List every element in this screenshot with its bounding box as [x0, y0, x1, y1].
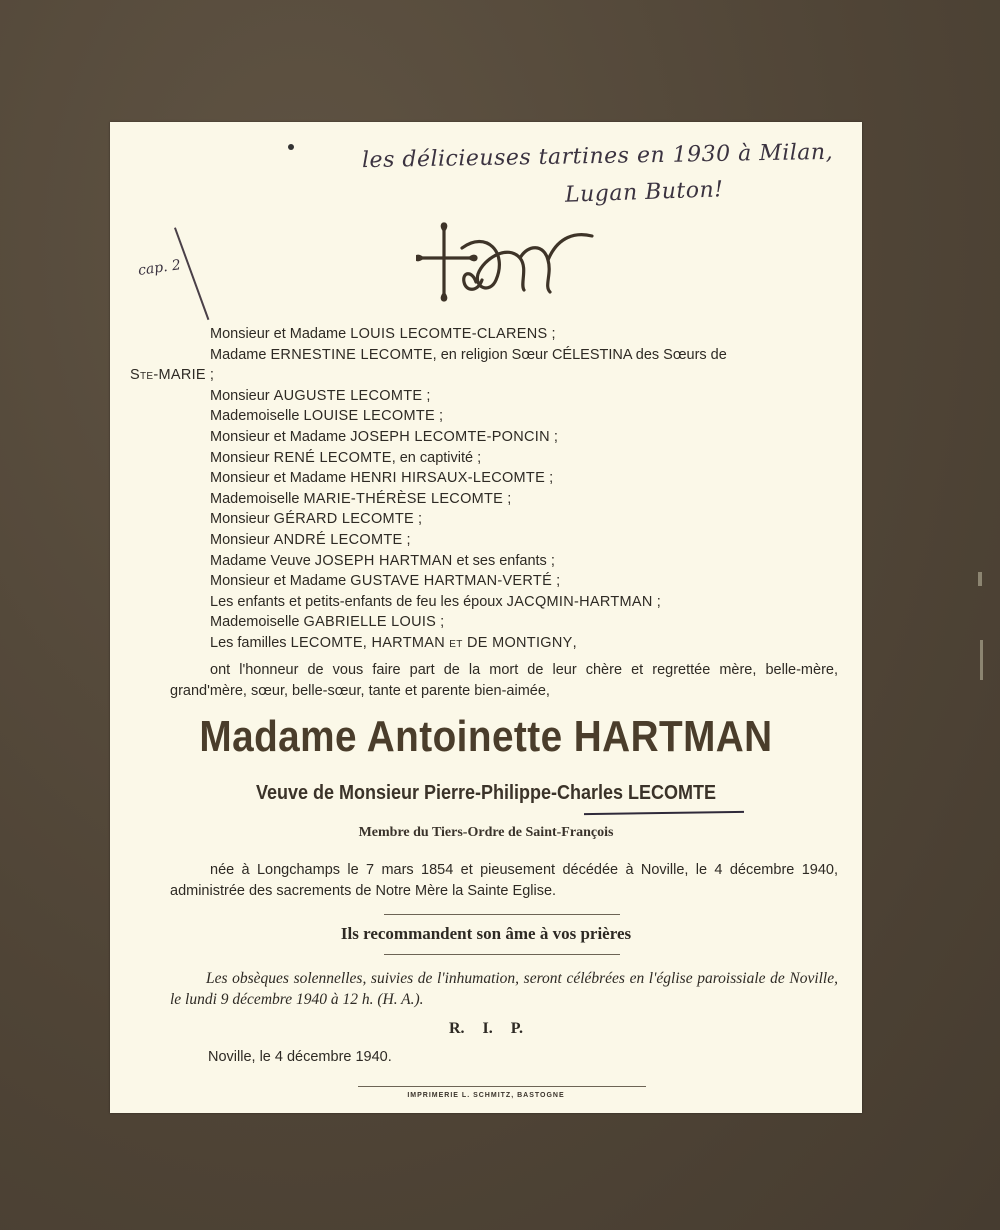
birth-death-text: née à Longchamps le 7 mars 1854 et pieusement décédée à Noville, le 4 décembre 1940, administrée des sacrements de Notre Mère la Sainte Eglise. — [170, 862, 838, 899]
handwritten-note-line2: Lugan Buton! — [564, 177, 724, 208]
family-entry: Monsieur et Madame LOUIS LECOMTE-CLARENS ; — [210, 326, 556, 342]
handwritten-underline — [584, 811, 744, 815]
board-mark — [980, 640, 983, 680]
family-entry: Mademoiselle GABRIELLE LOUIS ; — [210, 614, 445, 631]
family-entry-continuation: Ste-MARIE ; — [130, 367, 214, 384]
board-mark — [978, 572, 982, 586]
funeral-card — [110, 122, 862, 1113]
family-entry: Monsieur RENÉ LECOMTE, en captivité ; — [210, 449, 482, 466]
margin-note: cap. 2 — [137, 257, 182, 279]
margin-pen-stroke — [174, 227, 209, 320]
handwritten-note-line1: les délicieuses tartines en 1930 à Milan, — [361, 139, 834, 174]
family-entry: Monsieur ANDRÉ LECOMTE ; — [210, 531, 411, 548]
ink-dot — [288, 144, 294, 150]
family-entry: Monsieur et Madame GUSTAVE HARTMAN-VERTÉ ; — [210, 573, 561, 590]
family-entry: Les familles LECOMTE, HARTMAN et DE MONTIGNY, — [210, 634, 577, 651]
printer-credit: IMPRIMERIE L. SCHMITZ, BASTOGNE — [407, 1092, 565, 1099]
family-entry: Mademoiselle LOUISE LECOMTE ; — [210, 408, 444, 425]
family-entry: Les enfants et petits-enfants de feu les époux JACQMIN-HARTMAN ; — [210, 593, 661, 610]
place-date: Noville, le 4 décembre 1940. — [208, 1049, 392, 1065]
family-entry: Madame Veuve JOSEPH HARTMAN et ses enfants ; — [210, 552, 555, 569]
divider-rule — [384, 914, 620, 915]
recommend-line: Ils recommandent son âme à vos prières — [340, 924, 632, 943]
cross-monogram-icon — [416, 222, 596, 304]
membership-line: Membre du Tiers-Ordre de Saint-François — [358, 825, 614, 840]
divider-rule — [358, 1086, 646, 1087]
rip-line: R. I. P. — [448, 1020, 524, 1037]
funeral-details: Les obsèques solennelles, suivies de l'inhumation, seront célébrées en l'église paroissiale de Noville, le lundi 9 décembre 1940 à 12 h. (H. A.). — [170, 970, 838, 1008]
family-entry: Monsieur et Madame JOSEPH LECOMTE-PONCIN ; — [210, 428, 558, 445]
family-list — [130, 324, 842, 654]
family-entry: Monsieur GÉRARD LECOMTE ; — [210, 511, 423, 528]
divider-rule — [384, 954, 620, 955]
widow-of-line: Veuve de Monsieur Pierre-Philippe-Charles LECOMTE — [255, 782, 717, 804]
family-entry: Monsieur AUGUSTE LECOMTE ; — [210, 387, 431, 404]
announcement-text: ont l'honneur de vous faire part de la mort de leur chère et regrettée mère, belle-mère, grand'mère, sœur, belle-sœur, tante et parente bien-aimée, — [170, 662, 838, 699]
family-entry: Mademoiselle MARIE-THÉRÈSE LECOMTE ; — [210, 490, 512, 507]
family-entry: Madame ERNESTINE LECOMTE, en religion Sœur CÉLESTINA des Sœurs de — [210, 346, 727, 363]
family-entry: Monsieur et Madame HENRI HIRSAUX-LECOMTE ; — [210, 470, 554, 487]
deceased-name: Madame Antoinette HARTMAN — [199, 712, 773, 761]
